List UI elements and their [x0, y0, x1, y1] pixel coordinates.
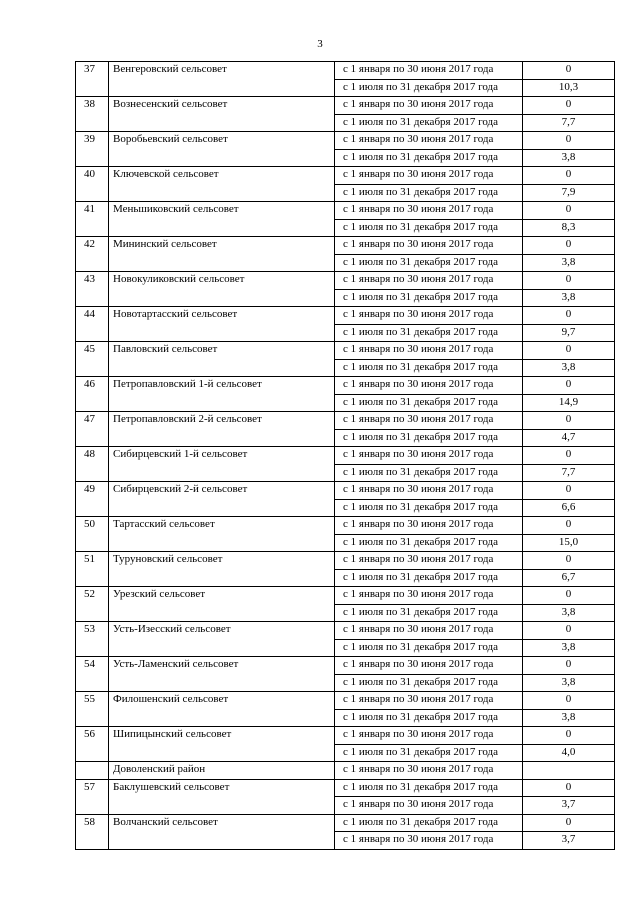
row-number: 39 [76, 132, 109, 167]
row-number: 38 [76, 97, 109, 132]
page-number: 3 [317, 38, 323, 50]
period-cell: с 1 июля по 31 декабря 2017 года [335, 464, 523, 482]
settlement-name: Волчанский сельсовет [109, 814, 335, 849]
period-cell: с 1 июля по 31 декабря 2017 года [335, 359, 523, 377]
settlement-name: Петропавловский 2-й сельсовет [109, 412, 335, 447]
settlement-name: Венгеровский сельсовет [109, 62, 335, 97]
row-number: 46 [76, 377, 109, 412]
period-cell: с 1 января по 30 июня 2017 года [335, 167, 523, 185]
period-cell: с 1 июля по 31 декабря 2017 года [335, 499, 523, 517]
value-cell: 0 [523, 779, 615, 797]
row-number: 55 [76, 692, 109, 727]
value-cell: 3,8 [523, 709, 615, 727]
row-number: 52 [76, 587, 109, 622]
value-cell: 0 [523, 447, 615, 465]
period-cell: с 1 января по 30 июня 2017 года [335, 377, 523, 395]
period-cell: с 1 июля по 31 декабря 2017 года [335, 709, 523, 727]
value-cell: 0 [523, 202, 615, 220]
row-number: 42 [76, 237, 109, 272]
period-cell: с 1 января по 30 июня 2017 года [335, 272, 523, 290]
period-cell: с 1 января по 30 июня 2017 года [335, 727, 523, 745]
value-cell: 0 [523, 587, 615, 605]
value-cell: 7,9 [523, 184, 615, 202]
table-row [76, 552, 615, 570]
row-number: 37 [76, 62, 109, 97]
value-cell: 3,7 [523, 832, 615, 850]
period-cell: с 1 июля по 31 декабря 2017 года [335, 149, 523, 167]
table-row [76, 237, 615, 255]
settlement-name: Новокуликовский сельсовет [109, 272, 335, 307]
value-cell: 9,7 [523, 324, 615, 342]
table-row [76, 727, 615, 745]
period-cell: с 1 июля по 31 декабря 2017 года [335, 219, 523, 237]
period-cell: с 1 января по 30 июня 2017 года [335, 412, 523, 430]
value-cell: 0 [523, 272, 615, 290]
period-cell: с 1 января по 30 июня 2017 года [335, 762, 523, 780]
row-number: 48 [76, 447, 109, 482]
table-row [76, 342, 615, 360]
period-cell: с 1 июля по 31 декабря 2017 года [335, 114, 523, 132]
settlement-name: Усть-Ламенский сельсовет [109, 657, 335, 692]
settlement-name: Усть-Изесский сельсовет [109, 622, 335, 657]
settlement-name: Мининский сельсовет [109, 237, 335, 272]
period-cell: с 1 января по 30 июня 2017 года [335, 552, 523, 570]
value-cell [523, 762, 615, 780]
table-row [76, 412, 615, 430]
row-number: 54 [76, 657, 109, 692]
table-row [76, 447, 615, 465]
settlement-name: Тартасский сельсовет [109, 517, 335, 552]
period-cell: с 1 января по 30 июня 2017 года [335, 517, 523, 535]
settlement-name: Новотартасский сельсовет [109, 307, 335, 342]
period-cell: с 1 июля по 31 декабря 2017 года [335, 429, 523, 447]
value-cell: 3,8 [523, 674, 615, 692]
value-cell: 0 [523, 727, 615, 745]
period-cell: с 1 января по 30 июня 2017 года [335, 622, 523, 640]
period-cell: с 1 июля по 31 декабря 2017 года [335, 289, 523, 307]
value-cell: 0 [523, 622, 615, 640]
value-cell: 0 [523, 97, 615, 115]
table-row [76, 692, 615, 710]
period-cell: с 1 января по 30 июня 2017 года [335, 447, 523, 465]
value-cell: 0 [523, 692, 615, 710]
period-cell: с 1 января по 30 июня 2017 года [335, 202, 523, 220]
row-number: 44 [76, 307, 109, 342]
settlement-name: Урезский сельсовет [109, 587, 335, 622]
district-row [76, 762, 615, 780]
value-cell: 0 [523, 132, 615, 150]
period-cell: с 1 января по 30 июня 2017 года [335, 307, 523, 325]
period-cell: с 1 января по 30 июня 2017 года [335, 342, 523, 360]
period-cell: с 1 июля по 31 декабря 2017 года [335, 674, 523, 692]
value-cell: 3,8 [523, 149, 615, 167]
period-cell: с 1 января по 30 июня 2017 года [335, 657, 523, 675]
table-row [76, 814, 615, 832]
settlement-name: Баклушевский сельсовет [109, 779, 335, 814]
row-number: 58 [76, 814, 109, 849]
row-number: 50 [76, 517, 109, 552]
value-cell: 0 [523, 552, 615, 570]
period-cell: с 1 июля по 31 декабря 2017 года [335, 79, 523, 97]
settlement-name: Меньшиковский сельсовет [109, 202, 335, 237]
period-cell: с 1 июля по 31 декабря 2017 года [335, 569, 523, 587]
period-cell: с 1 января по 30 июня 2017 года [335, 132, 523, 150]
value-cell: 0 [523, 342, 615, 360]
value-cell: 8,3 [523, 219, 615, 237]
value-cell: 3,8 [523, 359, 615, 377]
period-cell: с 1 января по 30 июня 2017 года [335, 587, 523, 605]
district-name: Доволенский район [109, 762, 335, 780]
period-cell: с 1 июля по 31 декабря 2017 года [335, 814, 523, 832]
value-cell: 3,7 [523, 797, 615, 815]
value-cell: 7,7 [523, 114, 615, 132]
table-row [76, 272, 615, 290]
period-cell: с 1 января по 30 июня 2017 года [335, 237, 523, 255]
row-number: 51 [76, 552, 109, 587]
row-number [76, 762, 109, 780]
value-cell: 0 [523, 814, 615, 832]
value-cell: 0 [523, 517, 615, 535]
value-cell: 0 [523, 412, 615, 430]
table-row [76, 97, 615, 115]
value-cell: 3,8 [523, 604, 615, 622]
value-cell: 0 [523, 307, 615, 325]
value-cell: 3,8 [523, 289, 615, 307]
period-cell: с 1 июля по 31 декабря 2017 года [335, 744, 523, 762]
table-row [76, 377, 615, 395]
period-cell: с 1 января по 30 июня 2017 года [335, 692, 523, 710]
row-number: 45 [76, 342, 109, 377]
table-row [76, 202, 615, 220]
period-cell: с 1 июля по 31 декабря 2017 года [335, 254, 523, 272]
table-row [76, 587, 615, 605]
period-cell: с 1 января по 30 июня 2017 года [335, 482, 523, 500]
value-cell: 15,0 [523, 534, 615, 552]
value-cell: 0 [523, 657, 615, 675]
row-number: 47 [76, 412, 109, 447]
value-cell: 14,9 [523, 394, 615, 412]
value-cell: 6,6 [523, 499, 615, 517]
value-cell: 3,8 [523, 254, 615, 272]
value-cell: 3,8 [523, 639, 615, 657]
settlement-name: Туруновский сельсовет [109, 552, 335, 587]
row-number: 57 [76, 779, 109, 814]
value-cell: 7,7 [523, 464, 615, 482]
table-row [76, 517, 615, 535]
tariff-table [75, 61, 615, 850]
period-cell: с 1 июля по 31 декабря 2017 года [335, 324, 523, 342]
settlement-name: Сибирцевский 2-й сельсовет [109, 482, 335, 517]
settlement-name: Сибирцевский 1-й сельсовет [109, 447, 335, 482]
period-cell: с 1 января по 30 июня 2017 года [335, 97, 523, 115]
row-number: 49 [76, 482, 109, 517]
period-cell: с 1 июля по 31 декабря 2017 года [335, 779, 523, 797]
period-cell: с 1 января по 30 июня 2017 года [335, 832, 523, 850]
value-cell: 6,7 [523, 569, 615, 587]
value-cell: 10,3 [523, 79, 615, 97]
table-row [76, 779, 615, 797]
settlement-name: Вознесенский сельсовет [109, 97, 335, 132]
table-row [76, 482, 615, 500]
settlement-name: Воробьевский сельсовет [109, 132, 335, 167]
row-number: 53 [76, 622, 109, 657]
value-cell: 4,0 [523, 744, 615, 762]
period-cell: с 1 января по 30 июня 2017 года [335, 797, 523, 815]
table-row [76, 657, 615, 675]
value-cell: 0 [523, 167, 615, 185]
settlement-name: Шипицынский сельсовет [109, 727, 335, 762]
row-number: 40 [76, 167, 109, 202]
period-cell: с 1 июля по 31 декабря 2017 года [335, 604, 523, 622]
row-number: 41 [76, 202, 109, 237]
value-cell: 0 [523, 377, 615, 395]
period-cell: с 1 июля по 31 декабря 2017 года [335, 394, 523, 412]
period-cell: с 1 января по 30 июня 2017 года [335, 62, 523, 80]
table-row [76, 622, 615, 640]
row-number: 56 [76, 727, 109, 762]
table-row [76, 307, 615, 325]
settlement-name: Петропавловский 1-й сельсовет [109, 377, 335, 412]
period-cell: с 1 июля по 31 декабря 2017 года [335, 184, 523, 202]
settlement-name: Ключевской сельсовет [109, 167, 335, 202]
settlement-name: Филошенский сельсовет [109, 692, 335, 727]
value-cell: 0 [523, 62, 615, 80]
value-cell: 4,7 [523, 429, 615, 447]
period-cell: с 1 июля по 31 декабря 2017 года [335, 534, 523, 552]
settlement-name: Павловский сельсовет [109, 342, 335, 377]
table-row [76, 167, 615, 185]
value-cell: 0 [523, 482, 615, 500]
table-row [76, 132, 615, 150]
period-cell: с 1 июля по 31 декабря 2017 года [335, 639, 523, 657]
value-cell: 0 [523, 237, 615, 255]
tariff-table-body [76, 62, 615, 850]
row-number: 43 [76, 272, 109, 307]
table-row [76, 62, 615, 80]
